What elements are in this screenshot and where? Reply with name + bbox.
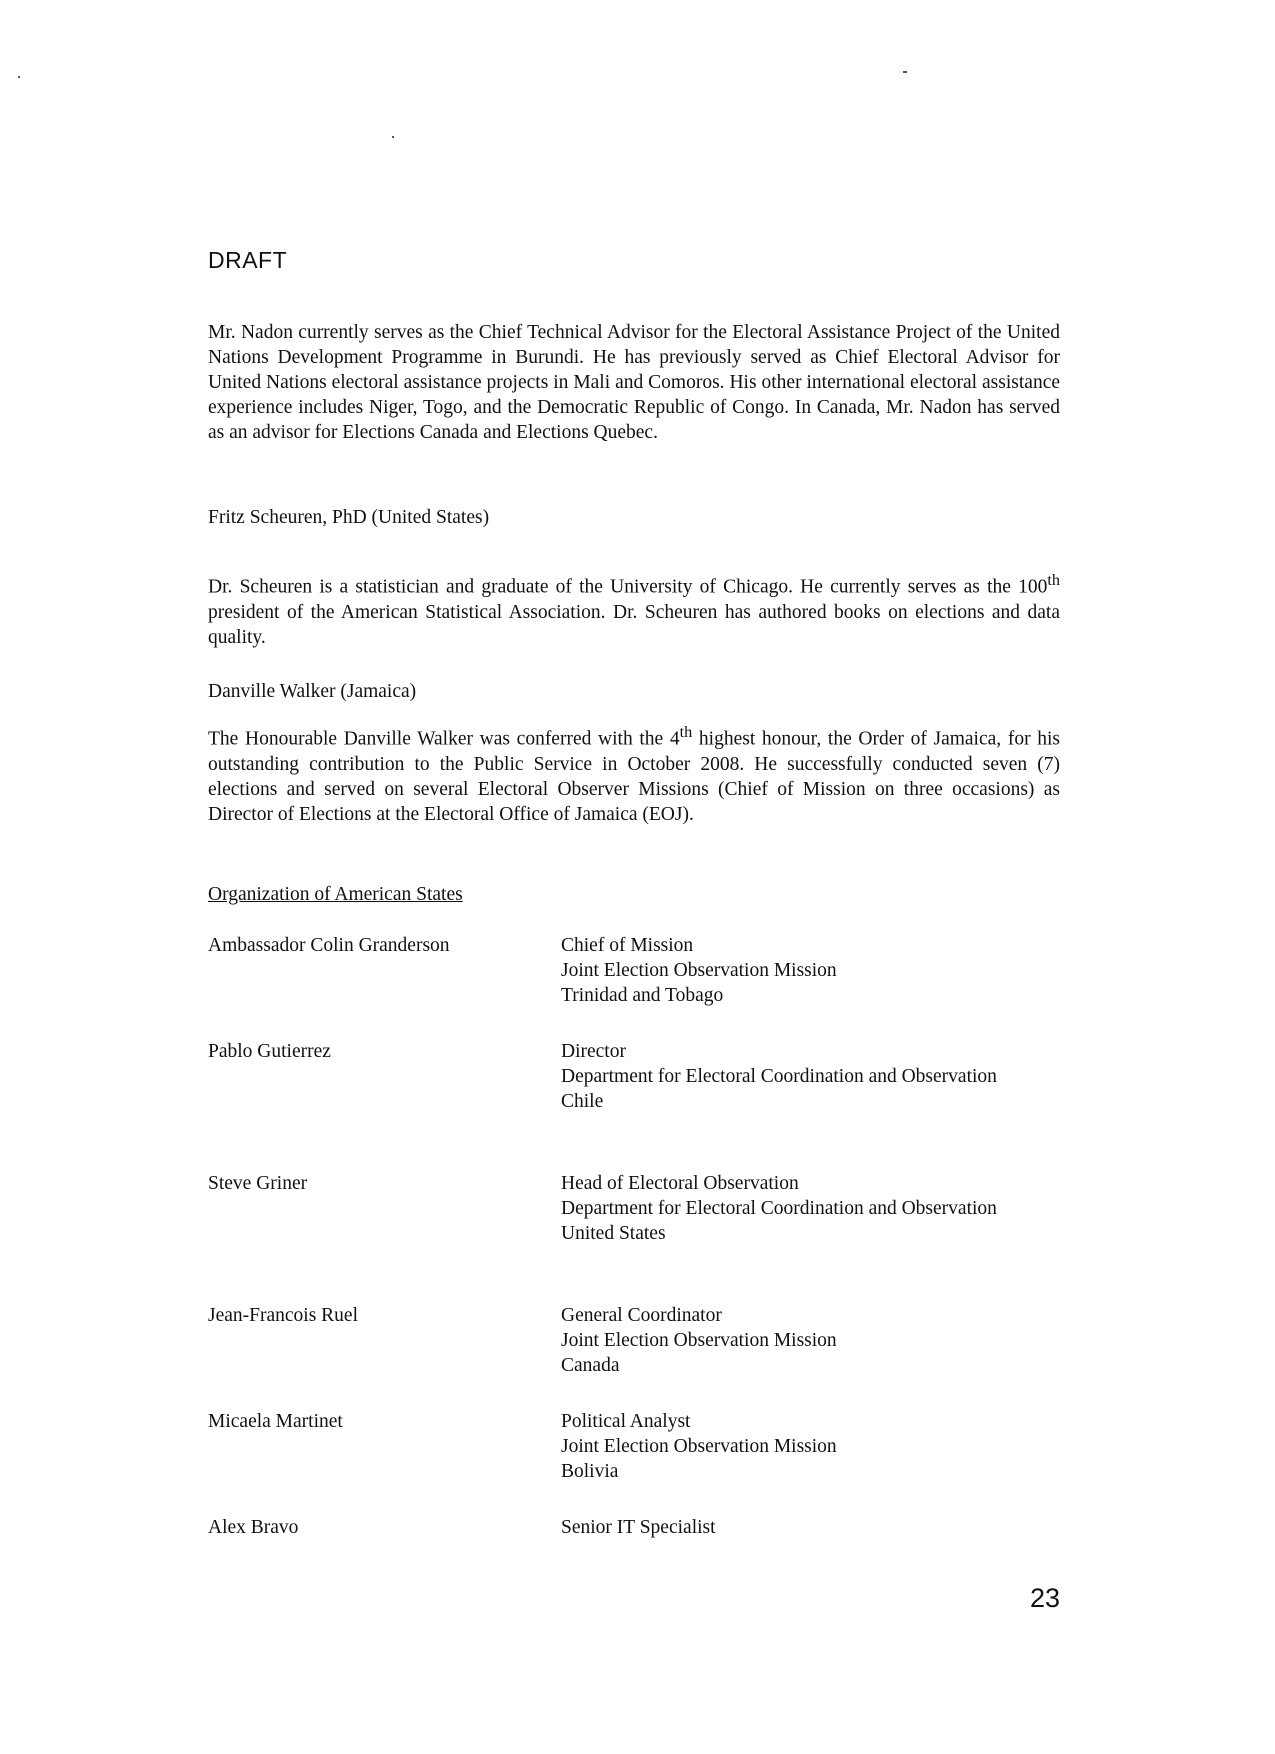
paragraph-text: president of the American Statistical Association. Dr. Scheuren has authored books on elections and data quality.: [208, 601, 1060, 648]
scan-speck: [392, 136, 394, 138]
member-role: Chief of Mission: [561, 935, 694, 956]
member-details: [561, 1303, 1060, 1378]
member-name: Ambassador Colin Granderson: [208, 935, 450, 956]
member-role: Political Analyst: [561, 1411, 691, 1432]
fritz-scheuren-paragraph: [208, 568, 1060, 650]
member-details: [561, 1409, 1060, 1484]
page-number: 23: [1029, 1583, 1060, 1613]
nadon-paragraph: Mr. Nadon currently serves as the Chief Technical Advisor for the Electoral Assistance Project of the United Nations Development Programme in Burundi. He has previously served as Chief Electoral Advisor for United Nations electoral assistance projects in Mali and Comoros. His other international electoral assistance experience includes Niger, Togo, and the Democratic Republic of Congo. In Canada, Mr. Nadon has served as an advisor for Elections Canada and Elections Quebec.: [208, 322, 1060, 443]
member-department: Department for Electoral Coordination and Observation: [561, 1066, 997, 1087]
danville-walker-heading: Danville Walker (Jamaica): [208, 681, 417, 702]
paragraph-text: The Honourable Danville Walker was conferred with the 4: [208, 728, 680, 750]
member-role: Head of Electoral Observation: [561, 1173, 799, 1194]
member-role: Senior IT Specialist: [561, 1517, 716, 1538]
member-name: Micaela Martinet: [208, 1411, 343, 1432]
organization-heading: Organization of American States: [208, 884, 463, 905]
member-country: Bolivia: [561, 1461, 619, 1482]
fritz-scheuren-heading: Fritz Scheuren, PhD (United States): [208, 507, 490, 528]
member-details: [561, 1515, 1060, 1540]
member-role: Director: [561, 1041, 626, 1062]
member-country: Trinidad and Tobago: [561, 985, 724, 1006]
member-name: Jean-Francois Ruel: [208, 1305, 359, 1326]
member-country: Chile: [561, 1091, 604, 1112]
ordinal-suffix: th: [679, 723, 693, 741]
danville-walker-paragraph: [208, 720, 1060, 827]
member-department: Department for Electoral Coordination and Observation: [561, 1198, 997, 1219]
scan-speck: [18, 76, 20, 78]
member-details: [561, 933, 1060, 1008]
member-role: General Coordinator: [561, 1305, 722, 1326]
member-department: Joint Election Observation Mission: [561, 1330, 837, 1351]
draft-label: DRAFT: [208, 247, 288, 273]
member-country: Canada: [561, 1355, 620, 1376]
member-country: United States: [561, 1223, 666, 1244]
member-name: Alex Bravo: [208, 1517, 299, 1538]
member-department: Joint Election Observation Mission: [561, 960, 837, 981]
member-name: Pablo Gutierrez: [208, 1041, 331, 1062]
paragraph-text: highest honour, the Order of Jamaica, for his outstanding contribution to the Public Service in October 2008. He successfully conducted seven (7) elections and served on several Electoral Observer Missions (Chief of Mission on three occasions) as Director of Elections at the Electoral Office of Jamaica (EOJ).: [208, 728, 1060, 825]
member-name: Steve Griner: [208, 1173, 308, 1194]
member-details: [561, 1039, 1060, 1114]
ordinal-suffix: th: [1047, 571, 1060, 589]
paragraph-text: Dr. Scheuren is a statistician and graduate of the University of Chicago. He currently serves as the 100: [208, 576, 1048, 598]
scan-speck: [903, 71, 907, 73]
member-department: Joint Election Observation Mission: [561, 1436, 837, 1457]
member-details: [561, 1171, 1060, 1246]
